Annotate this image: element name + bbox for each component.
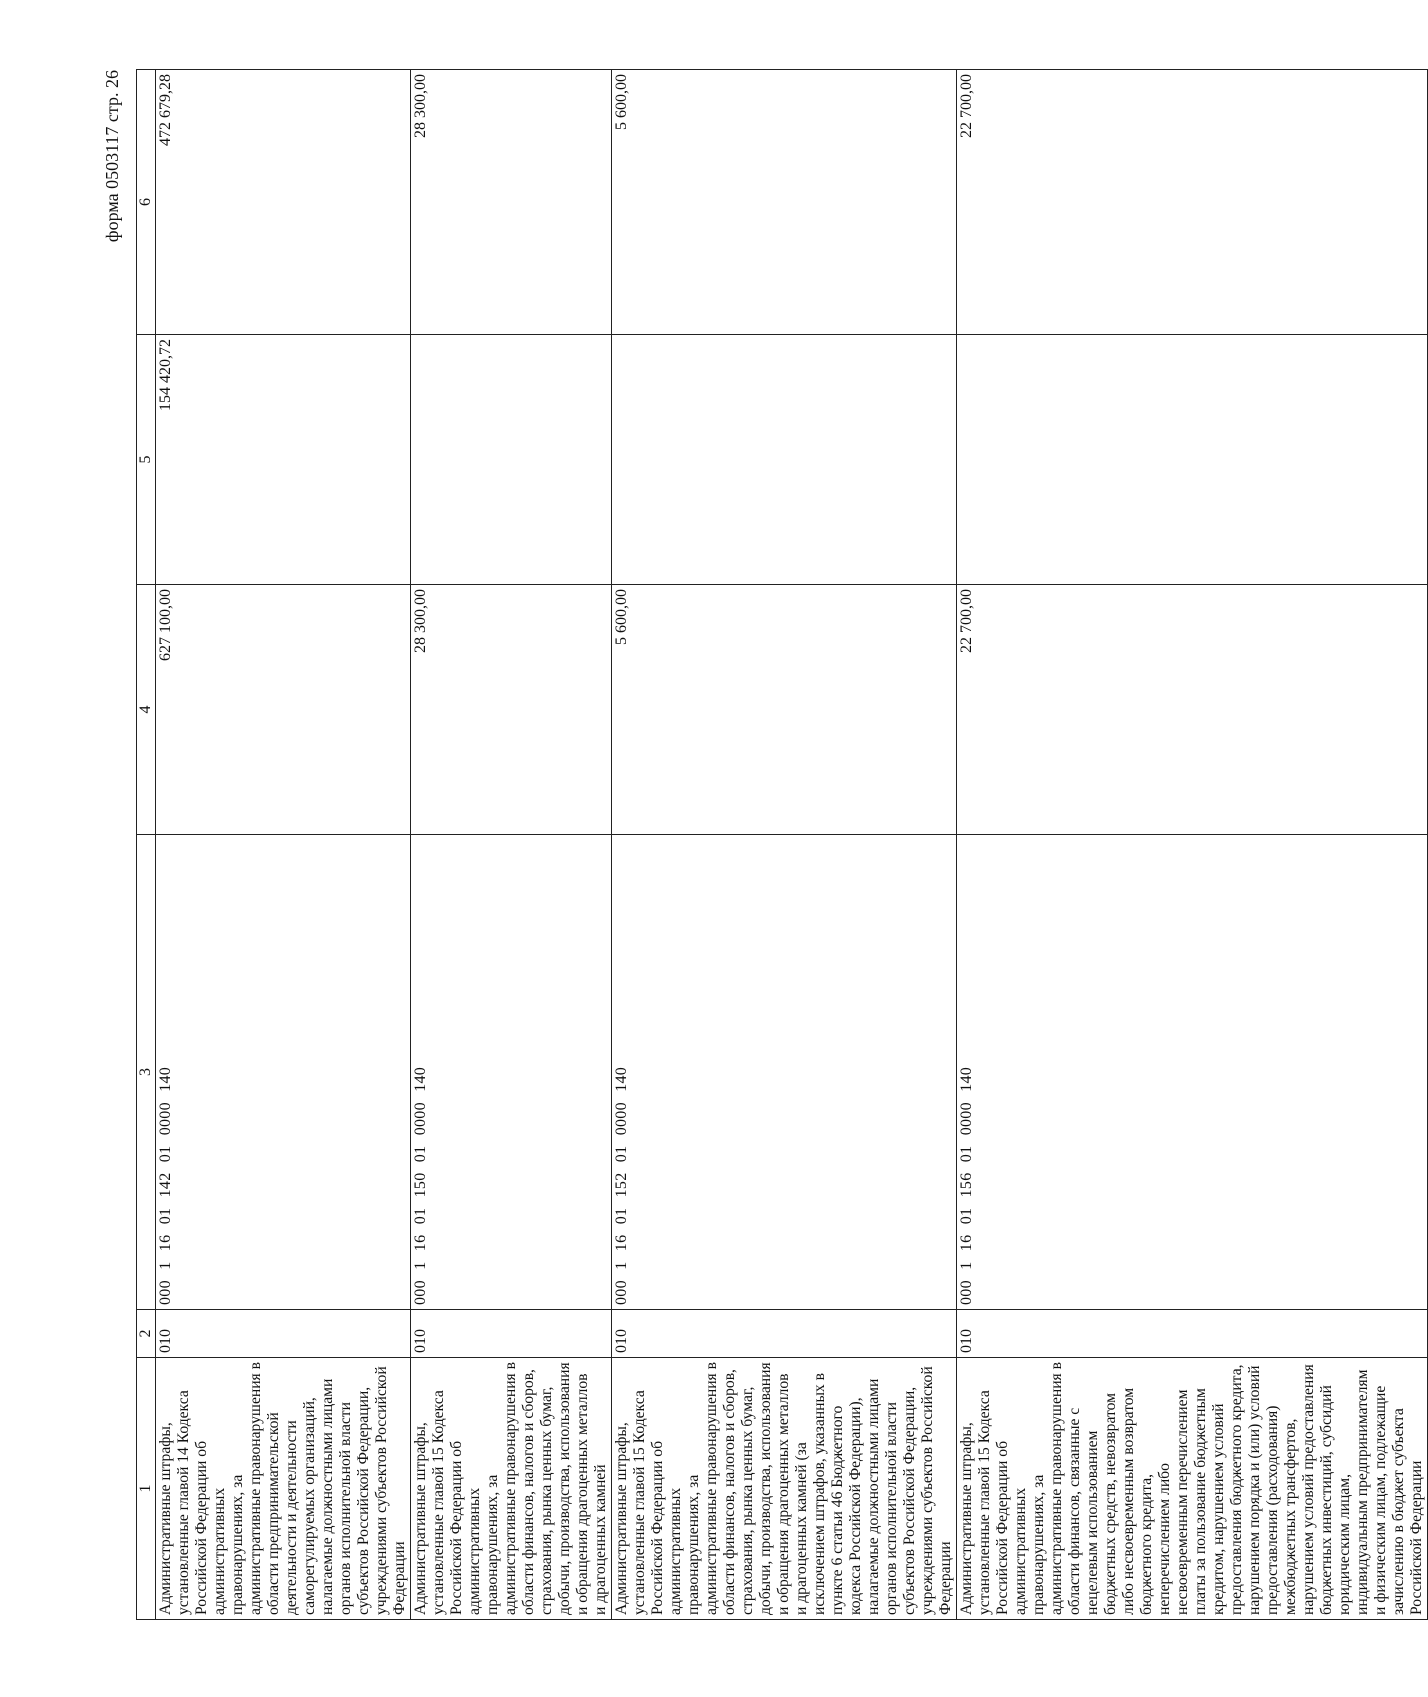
row-unexecuted-amount: 472 679,28 <box>156 70 411 335</box>
table-row <box>411 70 612 1620</box>
row-name: Административные штрафы, установленные главой 15 Кодекса Российской Федерации об административных правонарушениях, за административные правонарушения в области финансов, налогов и сборов, страхования, рынка ценных бумаг, добычи, производства, использования и обращения драгоценных металлов и драгоценных камней <box>411 1358 612 1620</box>
row-executed-amount: 154 420,72 <box>156 335 411 585</box>
table-row <box>612 70 957 1620</box>
row-approved-amount: 22 700,00 <box>957 585 1428 835</box>
form-label: форма 0503117 стр. 26 <box>102 70 122 243</box>
row-executed-amount <box>411 335 612 585</box>
row-name: Административные штрафы, установленные главой 15 Кодекса Российской Федерации об административных правонарушениях, за административные правонарушения в области финансов, связанные с нецелевым использованием бюджетных средств, невозвратом либо несвоевременным возвратом бюджетного кредита, неперечислением либо несвоевременным перечислением платы за пользование бюджетным кредитом, нарушением условий предоставления бюджетного кредита, нарушением порядка и (или) условий предоставления (расходования) межбюджетных трансфертов, нарушением условий предоставления бюджетных инвестиций, субсидий юридическим лицам, индивидуальным предпринимателям и физическим лицам, подлежащие зачислению в бюджет субъекта Российской Федерации <box>957 1358 1428 1620</box>
row-line-code: 010 <box>957 1310 1428 1358</box>
column-header-3: 3 <box>137 835 156 1310</box>
row-kbk-code: 000 1 16 01 152 01 0000 140 <box>612 835 957 1310</box>
row-name: Административные штрафы, установленные главой 14 Кодекса Российской Федерации об административных правонарушениях, за административные правонарушения в области предпринимательской деятельности и деятельности саморегулируемых организаций, налагаемые должностными лицами органов исполнительной власти субъектов Российской Федерации, учреждениями субъектов Российской Федерации <box>156 1358 411 1620</box>
row-unexecuted-amount: 5 600,00 <box>612 70 957 335</box>
row-line-code: 010 <box>411 1310 612 1358</box>
row-line-code: 010 <box>156 1310 411 1358</box>
column-header-5: 5 <box>137 335 156 585</box>
row-kbk-code: 000 1 16 01 156 01 0000 140 <box>957 835 1428 1310</box>
row-approved-amount: 28 300,00 <box>411 585 612 835</box>
row-executed-amount <box>612 335 957 585</box>
row-line-code: 010 <box>612 1310 957 1358</box>
row-approved-amount: 5 600,00 <box>612 585 957 835</box>
column-header-2: 2 <box>137 1310 156 1358</box>
column-number-row <box>137 70 156 1620</box>
row-approved-amount: 627 100,00 <box>156 585 411 835</box>
table-row <box>156 70 411 1620</box>
column-header-1: 1 <box>137 1358 156 1620</box>
row-name: Административные штрафы, установленные главой 15 Кодекса Российской Федерации об административных правонарушениях, за административные правонарушения в области финансов, налогов и сборов, страхования, рынка ценных бумаг, добычи, производства, использования и обращения драгоценных металлов и драгоценных камней (за исключением штрафов, указанных в пункте 6 статьи 46 Бюджетного кодекса Российской Федерации), налагаемые должностными лицами органов исполнительной власти субъектов Российской Федерации, учреждениями субъектов Российской Федерации <box>612 1358 957 1620</box>
row-executed-amount <box>957 335 1428 585</box>
table-row <box>957 70 1428 1620</box>
column-header-6: 6 <box>137 70 156 335</box>
revenue-table <box>136 69 1428 1620</box>
rotated-report-page <box>100 70 1425 1620</box>
row-kbk-code: 000 1 16 01 142 01 0000 140 <box>156 835 411 1310</box>
column-header-4: 4 <box>137 585 156 835</box>
row-unexecuted-amount: 28 300,00 <box>411 70 612 335</box>
row-unexecuted-amount: 22 700,00 <box>957 70 1428 335</box>
row-kbk-code: 000 1 16 01 150 01 0000 140 <box>411 835 612 1310</box>
